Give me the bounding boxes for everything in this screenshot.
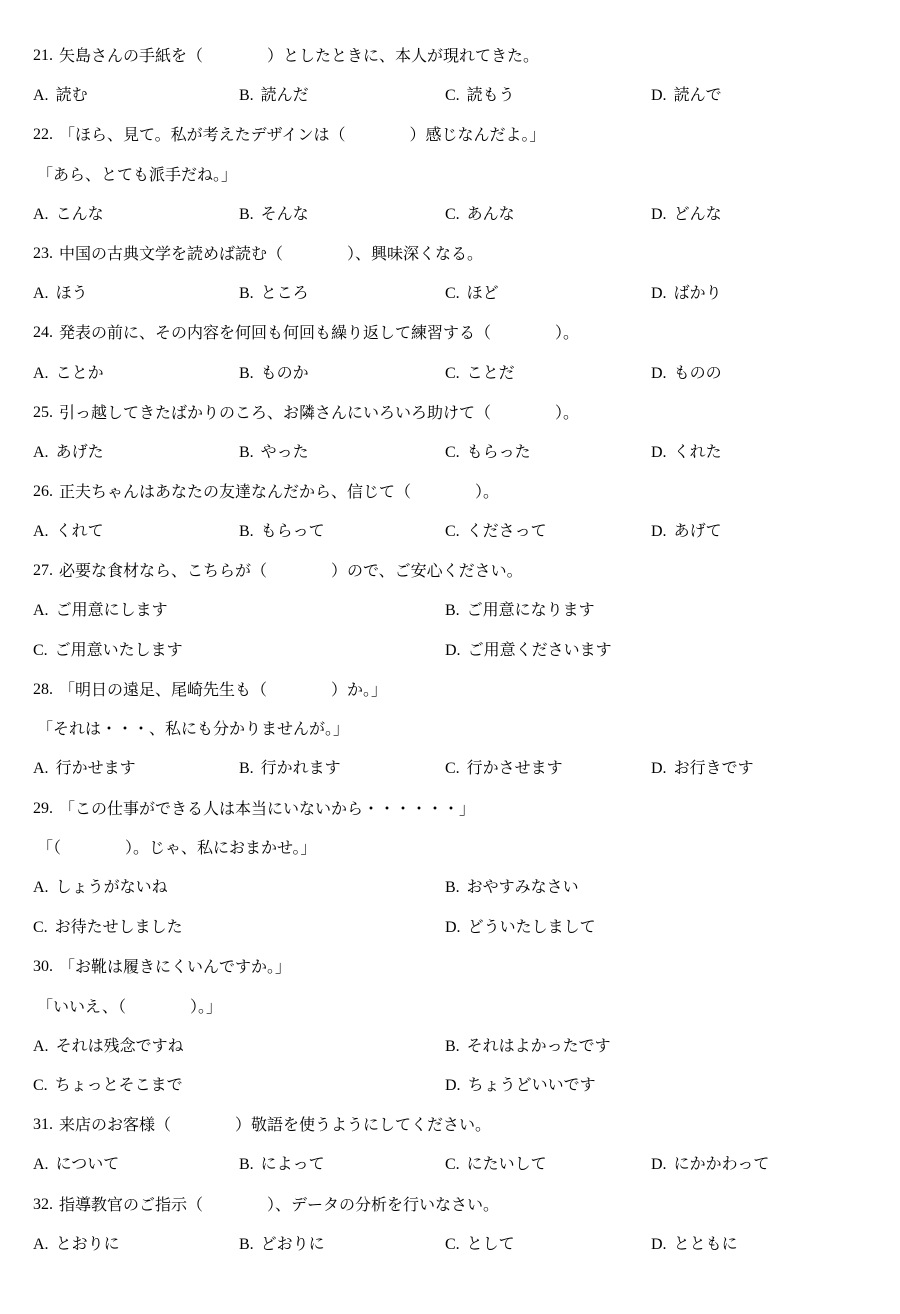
question-stem	[33, 788, 873, 828]
option-letter: A.	[33, 1235, 49, 1253]
question-text: 「（ ）。じゃ、私におまかせ。」	[37, 838, 317, 858]
option-letter: C.	[445, 522, 460, 540]
option-b[interactable]	[445, 593, 857, 627]
options-row	[33, 1065, 873, 1105]
option-text: によって	[260, 1154, 325, 1174]
question-30	[33, 947, 873, 1105]
option-text: ものの	[673, 362, 722, 382]
option-text: 読む	[55, 85, 88, 105]
option-letter: A.	[33, 206, 49, 224]
question-text: 「それは・・・、私にも分かりませんが。」	[37, 719, 350, 739]
question-text: 中国の古典文学を読めば読む（ ）、興味深くなる。	[59, 244, 484, 264]
option-a[interactable]	[33, 1147, 239, 1181]
question-21	[33, 36, 873, 115]
question-text: 必要な食材なら、こちらが（ ）ので、ご安心ください。	[59, 561, 523, 581]
option-d[interactable]	[445, 910, 857, 944]
option-text: ちょっとそこまで	[54, 1075, 183, 1095]
option-text: やった	[260, 441, 309, 461]
option-c[interactable]	[445, 356, 651, 390]
question-number: 27.	[33, 562, 53, 580]
option-c[interactable]	[33, 1068, 445, 1102]
option-b[interactable]	[239, 1147, 445, 1181]
option-text: ご用意くださいます	[467, 639, 612, 659]
option-letter: B.	[239, 1156, 254, 1174]
option-a[interactable]	[33, 78, 239, 112]
option-letter: B.	[239, 206, 254, 224]
option-letter: A.	[33, 1156, 49, 1174]
options-row	[33, 749, 873, 789]
dialogue-reply	[33, 828, 873, 868]
option-d[interactable]	[651, 197, 857, 231]
option-d[interactable]	[445, 633, 857, 667]
question-stem	[33, 115, 873, 155]
option-text: 読んだ	[260, 85, 309, 105]
option-text: 行かれます	[260, 758, 341, 778]
option-letter: D.	[445, 1077, 461, 1095]
option-a[interactable]	[33, 870, 445, 904]
question-number: 31.	[33, 1116, 53, 1134]
option-c[interactable]	[33, 910, 445, 944]
option-letter: C.	[445, 1156, 460, 1174]
question-23	[33, 234, 873, 313]
question-stem	[33, 551, 873, 591]
question-stem	[33, 947, 873, 987]
options-row	[33, 590, 873, 630]
option-a[interactable]	[33, 197, 239, 231]
option-b[interactable]	[239, 751, 445, 785]
option-c[interactable]	[445, 1147, 651, 1181]
question-number: 29.	[33, 799, 53, 817]
option-a[interactable]	[33, 1227, 239, 1261]
question-stem	[33, 1184, 873, 1224]
options-row	[33, 353, 873, 393]
question-text: 「あら、とても派手だね。」	[37, 165, 238, 185]
options-row	[33, 1026, 873, 1066]
question-text: 引っ越してきたばかりのころ、お隣さんにいろいろ助けて（ ）。	[59, 402, 580, 422]
dialogue-reply	[33, 155, 873, 195]
option-text: ちょうどいいです	[467, 1075, 596, 1095]
option-letter: D.	[651, 364, 667, 382]
option-text: どおりに	[260, 1233, 325, 1253]
option-text: ことか	[55, 362, 104, 382]
option-c[interactable]	[445, 276, 651, 310]
option-letter: D.	[651, 443, 667, 461]
option-text: あげた	[55, 441, 104, 461]
option-text: くれて	[55, 520, 104, 540]
options-row	[33, 907, 873, 947]
option-d[interactable]	[651, 514, 857, 548]
options-row	[33, 867, 873, 907]
option-letter: A.	[33, 602, 49, 620]
option-a[interactable]	[33, 1029, 445, 1063]
option-b[interactable]	[445, 870, 857, 904]
option-text: どういたしまして	[467, 916, 596, 936]
question-text: 正夫ちゃんはあなたの友達なんだから、信じて（ ）。	[59, 481, 500, 501]
question-text: 来店のお客様（ ）敬語を使うようにしてください。	[59, 1115, 492, 1135]
option-text: にかかわって	[673, 1154, 770, 1174]
option-b[interactable]	[239, 514, 445, 548]
option-c[interactable]	[445, 197, 651, 231]
option-a[interactable]	[33, 593, 445, 627]
option-text: お待たせしました	[54, 916, 183, 936]
option-letter: D.	[651, 760, 667, 778]
option-text: ほう	[55, 283, 88, 303]
option-a[interactable]	[33, 356, 239, 390]
option-letter: C.	[33, 1077, 48, 1095]
options-row	[33, 511, 873, 551]
option-text: ことだ	[466, 362, 515, 382]
option-d[interactable]	[651, 78, 857, 112]
option-b[interactable]	[445, 1029, 857, 1063]
option-a[interactable]	[33, 276, 239, 310]
option-letter: C.	[445, 443, 460, 461]
option-text: こんな	[55, 204, 104, 224]
option-a[interactable]	[33, 751, 239, 785]
option-letter: C.	[445, 1235, 460, 1253]
option-text: として	[466, 1233, 515, 1253]
question-26	[33, 472, 873, 551]
question-stem	[33, 1105, 873, 1145]
option-b[interactable]	[239, 356, 445, 390]
question-text: 「お靴は履きにくいんですか。」	[59, 956, 292, 976]
option-text: 行かさせます	[466, 758, 563, 778]
option-letter: B.	[239, 364, 254, 382]
option-text: お行きです	[673, 758, 754, 778]
question-31	[33, 1105, 873, 1184]
question-32	[33, 1184, 873, 1263]
option-a[interactable]	[33, 514, 239, 548]
option-letter: B.	[239, 285, 254, 303]
question-25	[33, 392, 873, 471]
question-number: 32.	[33, 1195, 53, 1213]
option-letter: D.	[651, 1156, 667, 1174]
option-letter: A.	[33, 443, 49, 461]
option-letter: C.	[445, 760, 460, 778]
option-letter: A.	[33, 1037, 49, 1055]
option-text: とおりに	[55, 1233, 120, 1253]
option-c[interactable]	[445, 78, 651, 112]
question-stem	[33, 36, 873, 76]
question-stem	[33, 234, 873, 274]
option-text: 読んで	[673, 85, 722, 105]
option-d[interactable]	[651, 435, 857, 469]
option-text: にたいして	[466, 1154, 547, 1174]
option-letter: D.	[651, 87, 667, 105]
option-text: あげて	[673, 520, 722, 540]
option-text: ところ	[260, 283, 309, 303]
question-number: 22.	[33, 126, 53, 144]
option-d[interactable]	[445, 1068, 857, 1102]
question-stem	[33, 392, 873, 432]
dialogue-reply	[33, 986, 873, 1026]
question-sheet	[33, 36, 873, 1263]
option-letter: B.	[445, 879, 460, 897]
question-number: 28.	[33, 680, 53, 698]
question-stem	[33, 472, 873, 512]
option-letter: C.	[445, 206, 460, 224]
option-text: おやすみなさい	[466, 877, 579, 897]
option-text: とともに	[673, 1233, 738, 1253]
question-24	[33, 313, 873, 392]
option-letter: C.	[33, 641, 48, 659]
option-text: ご用意になります	[466, 600, 595, 620]
option-letter: A.	[33, 285, 49, 303]
question-28	[33, 670, 873, 789]
option-text: どんな	[673, 204, 722, 224]
option-letter: A.	[33, 879, 49, 897]
option-d[interactable]	[651, 1147, 857, 1181]
question-text: 「明日の遠足、尾崎先生も（ ）か。」	[59, 679, 388, 699]
question-text: 「いいえ、（ ）。」	[37, 996, 222, 1016]
option-text: それは残念ですね	[55, 1035, 184, 1055]
question-22	[33, 115, 873, 234]
question-stem	[33, 670, 873, 710]
options-row	[33, 194, 873, 234]
option-letter: B.	[239, 443, 254, 461]
question-29	[33, 788, 873, 946]
option-text: 読もう	[466, 85, 515, 105]
question-number: 30.	[33, 957, 53, 975]
option-text: くれた	[673, 441, 722, 461]
options-row	[33, 630, 873, 670]
option-c[interactable]	[445, 1227, 651, 1261]
option-letter: C.	[445, 87, 460, 105]
option-letter: D.	[445, 918, 461, 936]
option-letter: B.	[239, 1235, 254, 1253]
question-stem	[33, 313, 873, 353]
option-letter: D.	[651, 522, 667, 540]
option-d[interactable]	[651, 751, 857, 785]
option-letter: A.	[33, 760, 49, 778]
question-27	[33, 551, 873, 670]
option-d[interactable]	[651, 356, 857, 390]
option-letter: D.	[445, 641, 461, 659]
question-number: 25.	[33, 403, 53, 421]
option-text: しょうがないね	[55, 877, 168, 897]
question-number: 26.	[33, 482, 53, 500]
question-text: 「この仕事ができる人は本当にいないから・・・・・・」	[59, 798, 476, 818]
question-text: 発表の前に、その内容を何回も何回も繰り返して練習する（ ）。	[59, 323, 580, 343]
option-text: それはよかったです	[466, 1035, 611, 1055]
option-b[interactable]	[239, 276, 445, 310]
option-letter: D.	[651, 1235, 667, 1253]
option-text: ご用意いたします	[54, 639, 183, 659]
option-letter: B.	[445, 602, 460, 620]
option-text: そんな	[260, 204, 309, 224]
option-letter: B.	[239, 87, 254, 105]
option-text: あんな	[466, 204, 515, 224]
option-c[interactable]	[33, 633, 445, 667]
option-letter: A.	[33, 364, 49, 382]
question-text: 「ほら、見て。私が考えたデザインは（ ）感じなんだよ。」	[59, 125, 546, 145]
option-letter: D.	[651, 285, 667, 303]
option-letter: A.	[33, 522, 49, 540]
option-b[interactable]	[239, 1227, 445, 1261]
option-letter: C.	[445, 285, 460, 303]
option-c[interactable]	[445, 514, 651, 548]
option-d[interactable]	[651, 276, 857, 310]
option-text: くださって	[466, 520, 547, 540]
option-c[interactable]	[445, 751, 651, 785]
options-row	[33, 432, 873, 472]
question-number: 21.	[33, 47, 53, 65]
option-letter: A.	[33, 87, 49, 105]
question-text: 指導教官のご指示（ ）、データの分析を行いなさい。	[59, 1194, 500, 1214]
option-text: ものか	[260, 362, 309, 382]
option-text: ほど	[466, 283, 499, 303]
question-number: 23.	[33, 245, 53, 263]
option-a[interactable]	[33, 435, 239, 469]
option-c[interactable]	[445, 435, 651, 469]
option-text: ご用意にします	[55, 600, 168, 620]
question-number: 24.	[33, 324, 53, 342]
option-b[interactable]	[239, 435, 445, 469]
options-row	[33, 1145, 873, 1185]
option-text: について	[55, 1154, 120, 1174]
option-text: もらった	[466, 441, 531, 461]
options-row	[33, 274, 873, 314]
option-letter: B.	[445, 1037, 460, 1055]
option-letter: B.	[239, 760, 254, 778]
option-d[interactable]	[651, 1227, 857, 1261]
option-text: 行かせます	[55, 758, 136, 778]
option-letter: C.	[445, 364, 460, 382]
options-row	[33, 76, 873, 116]
option-b[interactable]	[239, 78, 445, 112]
option-letter: D.	[651, 206, 667, 224]
dialogue-reply	[33, 709, 873, 749]
option-text: もらって	[260, 520, 325, 540]
question-text: 矢島さんの手紙を（ ）としたときに、本人が現れてきた。	[59, 46, 540, 66]
option-b[interactable]	[239, 197, 445, 231]
option-letter: C.	[33, 918, 48, 936]
option-text: ばかり	[673, 283, 722, 303]
option-letter: B.	[239, 522, 254, 540]
options-row	[33, 1224, 873, 1264]
